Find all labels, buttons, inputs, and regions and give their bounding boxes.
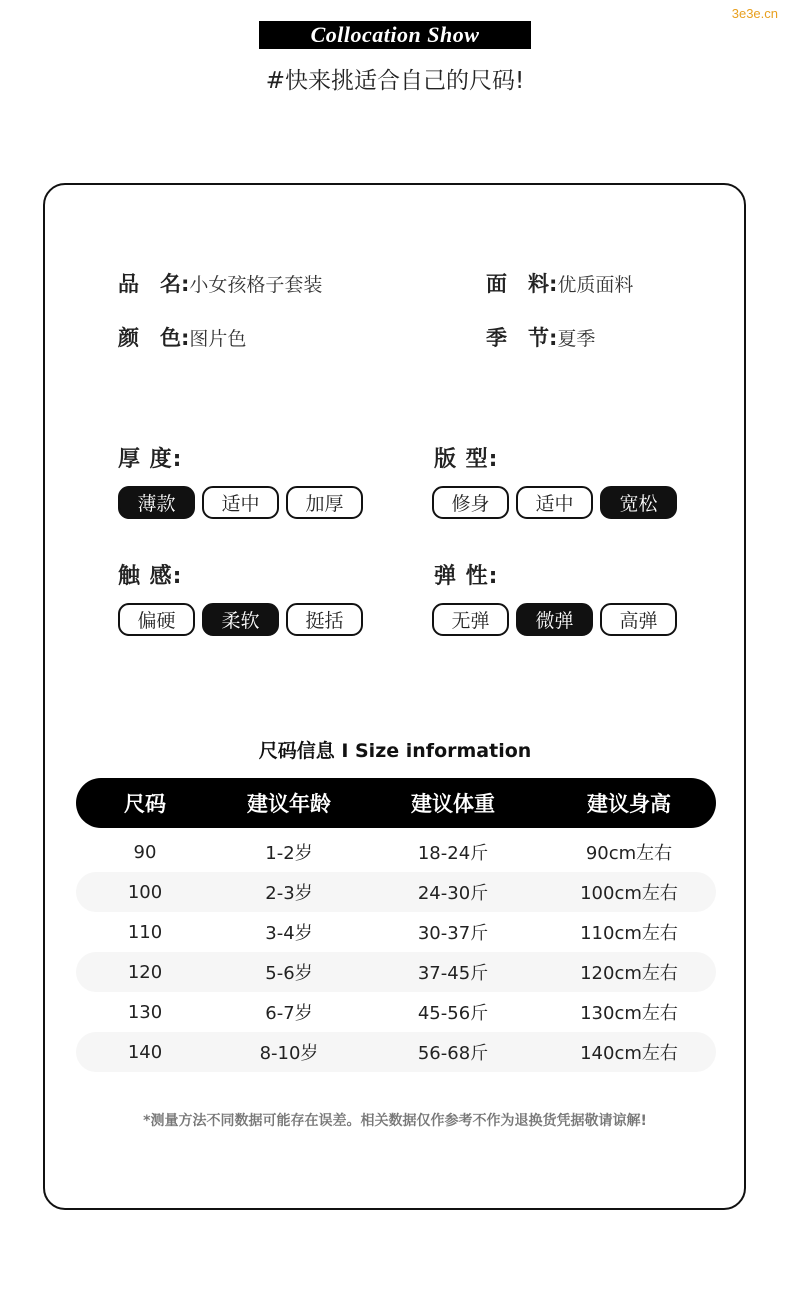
thickness-title: 厚 度:: [118, 447, 183, 472]
elasticity-options: [432, 603, 677, 636]
cell-size: 120: [127, 961, 163, 983]
info-name-key: 品 名:: [118, 272, 190, 296]
header-weight: 建议体重: [411, 792, 495, 816]
page-subtitle: #快来挑适合自己的尺码!: [265, 68, 525, 94]
size-table-header: [76, 778, 716, 828]
size-table-body: [76, 832, 716, 1072]
touch-options: [118, 603, 363, 636]
cell-height: 110cm左右: [580, 923, 678, 944]
table-row: [76, 832, 716, 872]
cell-size: 100: [127, 881, 163, 903]
info-season-key: 季 节:: [486, 326, 558, 350]
cell-height: 130cm左右: [580, 1003, 678, 1024]
cell-size: 110: [127, 921, 163, 943]
info-fabric-value: 优质面料: [557, 274, 634, 296]
touch-option[interactable]: 柔软: [202, 603, 279, 636]
cell-age: 5-6岁: [265, 963, 313, 984]
fit-options: [432, 486, 677, 519]
collocation-banner: Collocation Show: [259, 21, 531, 49]
fit-option[interactable]: 修身: [432, 486, 509, 519]
thickness-option[interactable]: 加厚: [286, 486, 363, 519]
info-color: [118, 322, 246, 352]
cell-height: 140cm左右: [580, 1043, 678, 1064]
watermark: 3e3e.cn: [731, 6, 778, 21]
info-season: [486, 322, 595, 352]
touch-option[interactable]: 偏硬: [118, 603, 195, 636]
cell-height: 100cm左右: [580, 883, 678, 904]
size-table-title: 尺码信息 I Size information: [258, 740, 532, 762]
cell-age: 8-10岁: [259, 1043, 319, 1064]
cell-size: 140: [127, 1041, 163, 1063]
info-fabric: [486, 268, 633, 298]
cell-weight: 30-37斤: [417, 923, 489, 944]
cell-weight: 56-68斤: [417, 1043, 489, 1064]
elasticity-option[interactable]: 高弹: [600, 603, 677, 636]
thickness-option[interactable]: 薄款: [118, 486, 195, 519]
thickness-option[interactable]: 适中: [202, 486, 279, 519]
info-color-key: 颜 色:: [118, 326, 190, 350]
table-row: [76, 1032, 716, 1072]
cell-age: 1-2岁: [265, 843, 313, 864]
info-season-value: 夏季: [557, 328, 596, 350]
cell-age: 6-7岁: [265, 1003, 313, 1024]
table-row: [76, 872, 716, 912]
table-row: [76, 912, 716, 952]
header-height: 建议身高: [587, 792, 671, 816]
cell-size: 130: [127, 1001, 163, 1023]
cell-weight: 37-45斤: [417, 963, 489, 984]
info-name: [118, 268, 322, 298]
cell-height: 120cm左右: [580, 963, 678, 984]
thickness-options: [118, 486, 363, 519]
fit-option[interactable]: 宽松: [600, 486, 677, 519]
header-size: 尺码: [124, 792, 166, 816]
cell-height: 90cm左右: [585, 843, 673, 864]
cell-weight: 24-30斤: [417, 883, 489, 904]
touch-option[interactable]: 挺括: [286, 603, 363, 636]
fit-title: 版 型:: [434, 447, 499, 472]
info-fabric-key: 面 料:: [486, 272, 558, 296]
fit-option[interactable]: 适中: [516, 486, 593, 519]
info-name-value: 小女孩格子套装: [189, 274, 323, 296]
table-row: [76, 992, 716, 1032]
measurement-footnote: *测量方法不同数据可能存在误差。相关数据仅作参考不作为退换货凭据敬请谅解!: [143, 1113, 647, 1129]
touch-title: 触 感:: [118, 564, 183, 589]
cell-age: 2-3岁: [265, 883, 313, 904]
elasticity-option[interactable]: 无弹: [432, 603, 509, 636]
table-row: [76, 952, 716, 992]
cell-weight: 18-24斤: [417, 843, 489, 864]
info-color-value: 图片色: [189, 328, 247, 350]
cell-weight: 45-56斤: [417, 1003, 489, 1024]
elasticity-option[interactable]: 微弹: [516, 603, 593, 636]
header-age: 建议年龄: [247, 792, 331, 816]
elasticity-title: 弹 性:: [434, 564, 499, 589]
cell-age: 3-4岁: [265, 923, 313, 944]
cell-size: 90: [133, 841, 157, 863]
